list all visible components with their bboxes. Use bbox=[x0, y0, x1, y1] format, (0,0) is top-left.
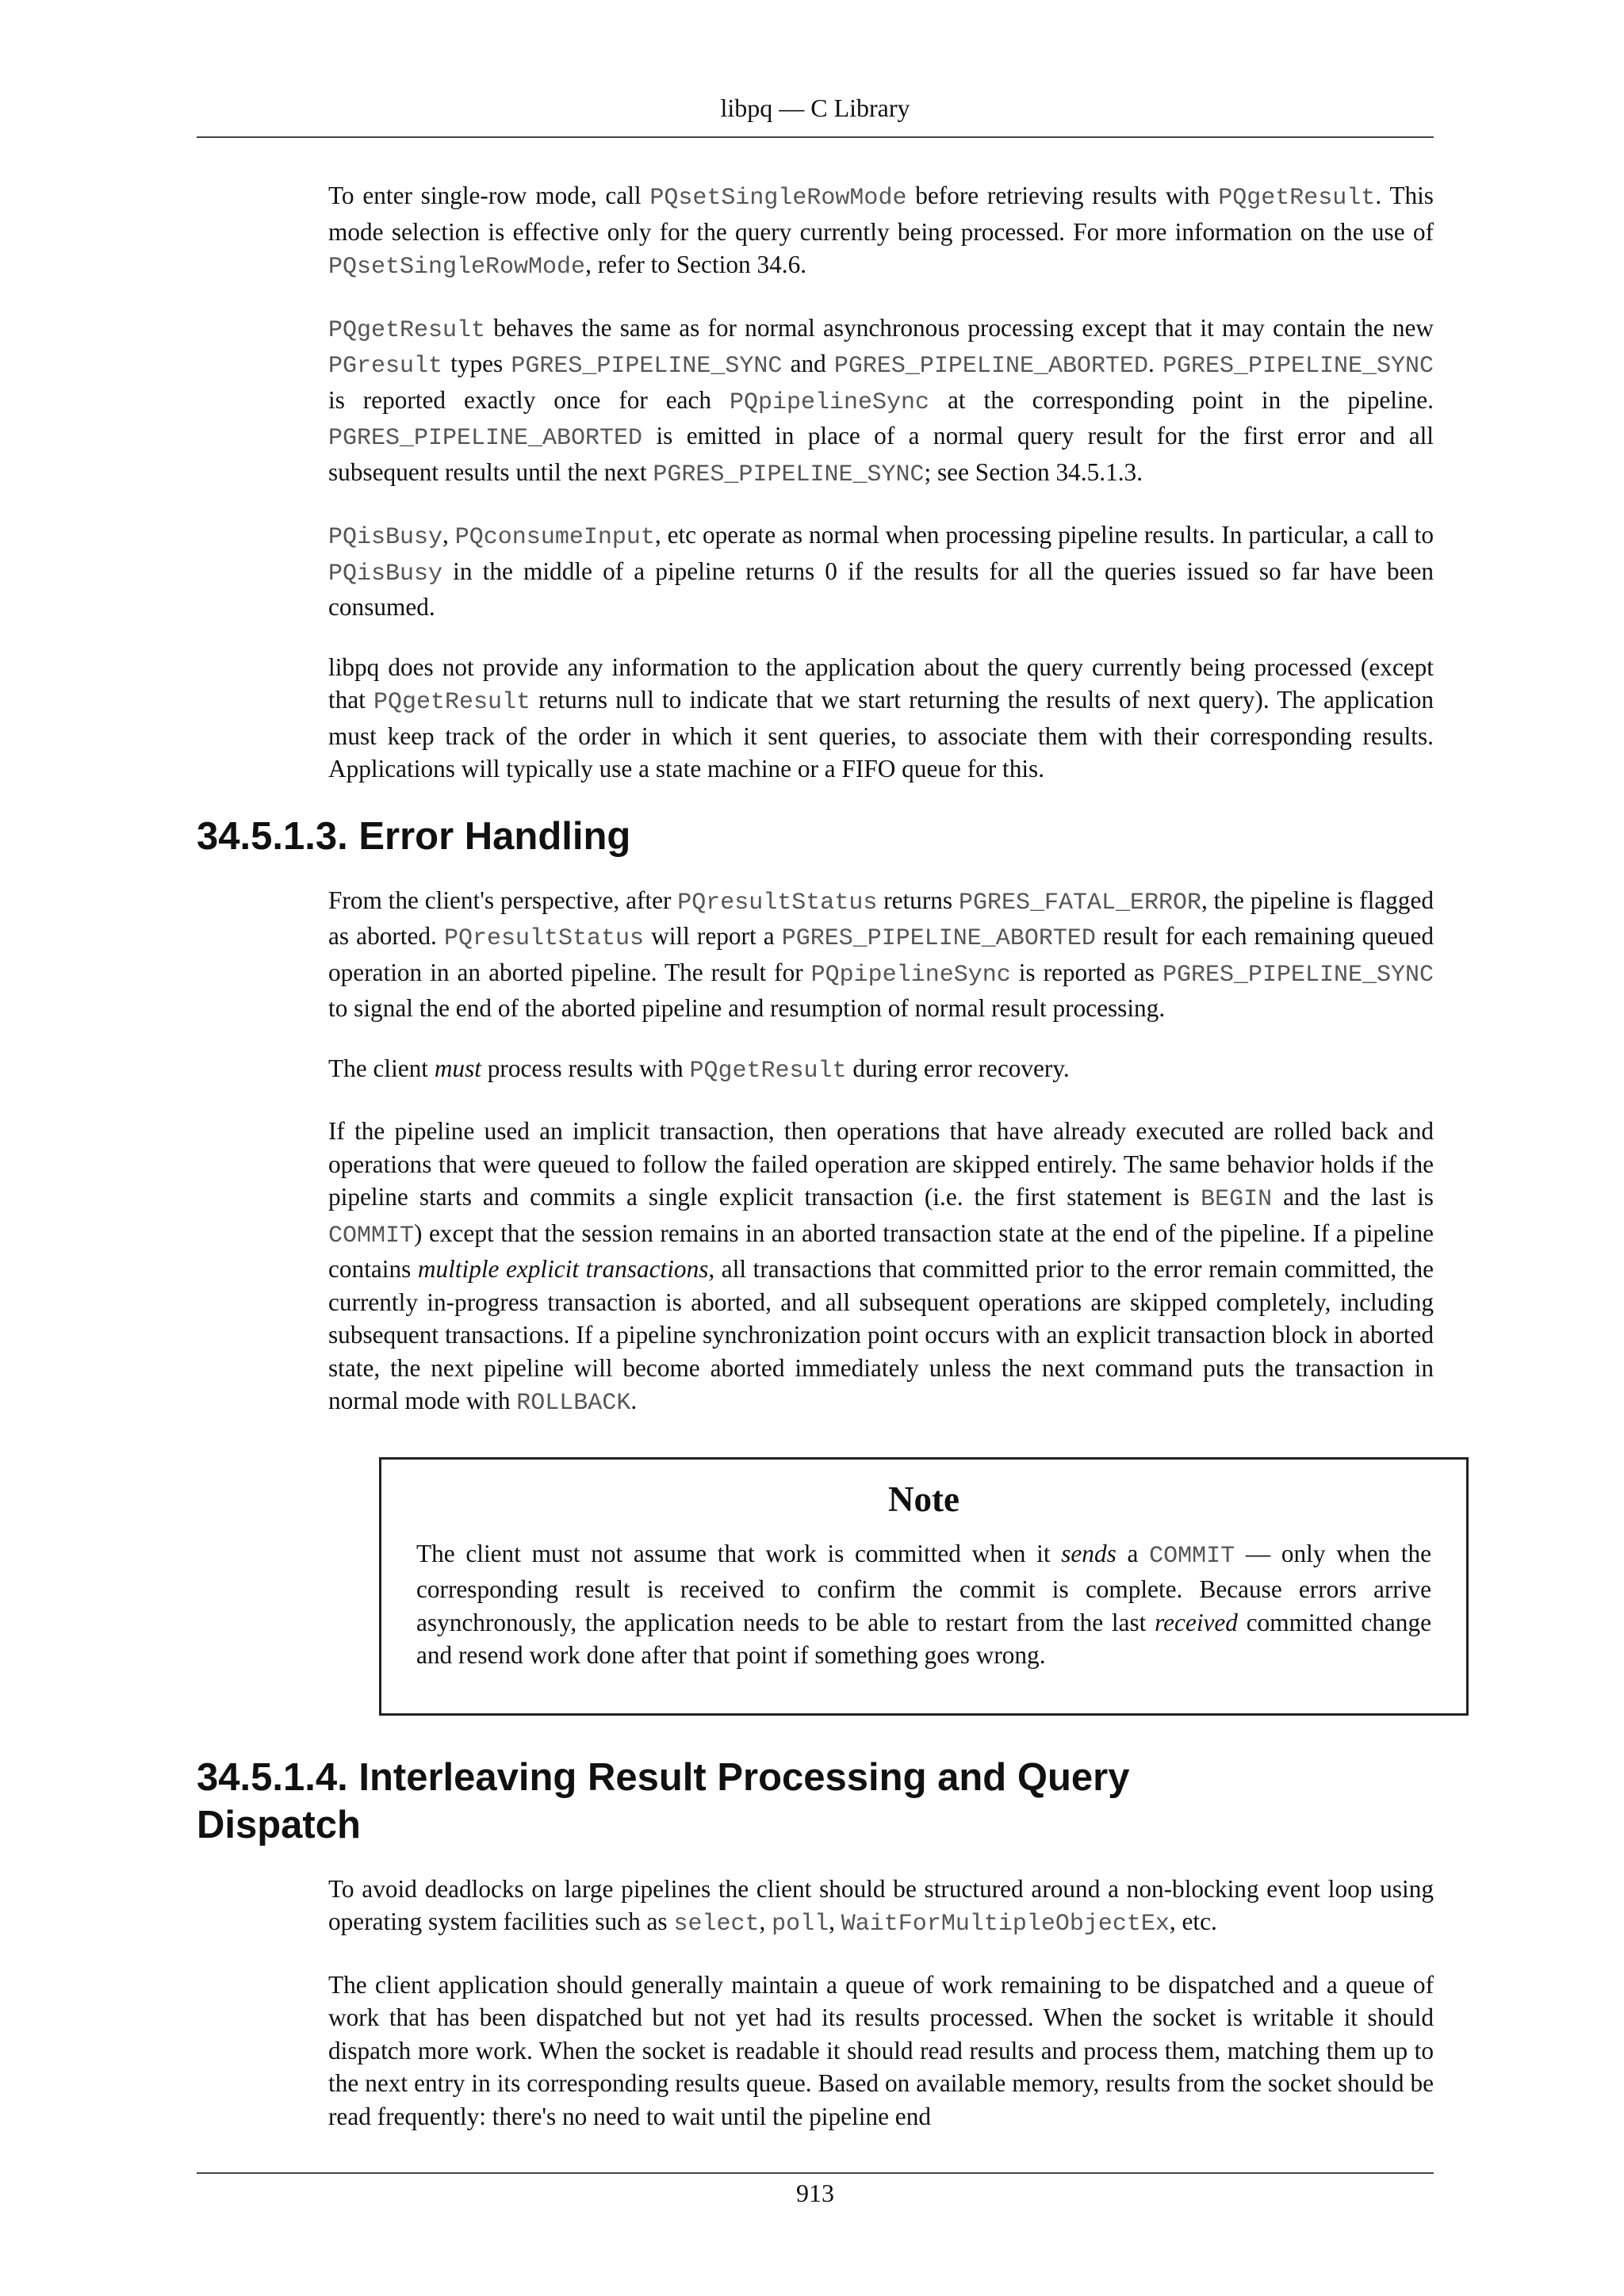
text: The client bbox=[328, 1054, 435, 1082]
code-term: COMMIT bbox=[328, 1222, 415, 1249]
text: If the pipeline used an implicit transaction, then operations that have already executed are rolled back and operations that were queued to follow the failed operation are skipped entirely. The same behavior holds if the pipeline starts and commits a single explicit transaction (i.e. the first statement is bbox=[328, 1117, 1434, 1211]
note-title: Note bbox=[888, 1479, 959, 1519]
text: returns null to indicate that we start returning the results of next query). The application must keep track of the order in which it sent queries, to associate them with their corresponding results. Applications will typically use a state machine or a FIFO queue for this. bbox=[328, 686, 1434, 783]
text: is reported as bbox=[1010, 958, 1162, 986]
code-term: BEGIN bbox=[1201, 1186, 1273, 1213]
code-term: PQgetResult bbox=[328, 316, 486, 344]
code-term: PQisBusy bbox=[328, 524, 443, 551]
text: , bbox=[442, 521, 455, 549]
paragraph-single-row-mode bbox=[328, 179, 1434, 285]
code-term: PQgetResult bbox=[373, 689, 531, 716]
text: The client must not assume that work is committed when it bbox=[416, 1539, 1062, 1567]
code-term: PGRES_PIPELINE_SYNC bbox=[653, 461, 925, 488]
text: . This mode selection is effective only for the query currently being processed. For more information on the use of bbox=[328, 182, 1434, 246]
emphasis: must bbox=[434, 1054, 481, 1082]
code-term: PQpipelineSync bbox=[730, 388, 930, 416]
note-box bbox=[379, 1457, 1469, 1716]
code-term: PGRES_PIPELINE_ABORTED bbox=[781, 925, 1096, 952]
text: , bbox=[829, 1908, 841, 1935]
text: result for each remaining queued operation in an aborted pipeline. The result for bbox=[328, 922, 1434, 986]
text: , the pipeline is flagged as aborted. bbox=[328, 886, 1434, 950]
code-term: COMMIT bbox=[1149, 1542, 1235, 1570]
text: , etc. bbox=[1169, 1908, 1217, 1935]
page-number: 913 bbox=[796, 2179, 834, 2207]
text: at the corresponding point in the pipeline. bbox=[929, 385, 1434, 414]
code-term: PQgetResult bbox=[689, 1057, 847, 1085]
note-text bbox=[416, 1537, 1431, 1672]
code-term: PQconsumeInput bbox=[454, 524, 655, 551]
text: and the last is bbox=[1272, 1183, 1434, 1211]
text: in the middle of a pipeline returns 0 if the results for all the queries issued so far have been consumed. bbox=[328, 557, 1434, 621]
text: will report a bbox=[644, 922, 782, 950]
paragraph-pqisbusy bbox=[328, 519, 1434, 624]
code-term: PGRES_PIPELINE_SYNC bbox=[1162, 353, 1434, 380]
section-heading-error-handling: 34.5.1.3. Error Handling bbox=[197, 814, 631, 858]
code-term: PQsetSingleRowMode bbox=[328, 254, 586, 281]
code-term: PGRES_PIPELINE_ABORTED bbox=[328, 425, 643, 452]
paragraph-pqgetresult bbox=[328, 312, 1434, 492]
text: process results with bbox=[481, 1054, 690, 1082]
paragraph-avoid-deadlocks bbox=[328, 1873, 1434, 1942]
code-term: PQresultStatus bbox=[443, 925, 645, 952]
page-body bbox=[197, 179, 1434, 2160]
text: , bbox=[759, 1908, 772, 1935]
text: returns bbox=[877, 886, 959, 914]
paragraph-implicit-transaction bbox=[328, 1115, 1434, 1421]
emphasis: multiple explicit transactions bbox=[417, 1255, 709, 1283]
code-term: PGRES_PIPELINE_ABORTED bbox=[833, 353, 1148, 380]
text: before retrieving results with bbox=[906, 182, 1219, 209]
code-term: select bbox=[673, 1911, 760, 1938]
code-term: PQsetSingleRowMode bbox=[649, 185, 907, 212]
code-term: PGRES_PIPELINE_SYNC bbox=[1162, 961, 1434, 989]
text: is reported exactly once for each bbox=[328, 385, 730, 414]
text: and bbox=[782, 350, 834, 377]
running-header: libpq — C Library bbox=[720, 94, 910, 122]
code-term: PQisBusy bbox=[328, 560, 443, 587]
code-term: PGRES_FATAL_ERROR bbox=[958, 889, 1201, 916]
text: , all transactions that committed prior to the error remain committed, the currently in-progress transaction is aborted, and all subsequent operations are skipped completely, including subsequent transactions. If a pipeline synchronization point occurs with an explicit transaction block in aborted state, the next pipeline will become aborted immediately unless the next command puts the transaction in normal mode with bbox=[328, 1255, 1434, 1414]
text: — only when the corresponding result is received to confirm the commit is complete. Because errors arrive asynchronously, the application needs to be able to restart from the last bbox=[416, 1539, 1431, 1636]
code-term: PQpipelineSync bbox=[810, 961, 1011, 989]
text: ) except that the session remains in an aborted transaction state at the end of the pipeline. If a pipeline contains bbox=[328, 1219, 1434, 1283]
footer-rule bbox=[197, 2172, 1434, 2174]
code-term: PQresultStatus bbox=[677, 889, 878, 916]
paragraph-libpq-tracking bbox=[328, 651, 1434, 786]
text: To enter single-row mode, call bbox=[328, 182, 650, 209]
section-heading-interleaving: 34.5.1.4. Interleaving Result Processing and Query Dispatch bbox=[197, 1755, 1130, 1846]
text: types bbox=[442, 350, 511, 377]
text: To avoid deadlocks on large pipelines the client should be structured around a non-blocking event loop using operating system facilities such as bbox=[328, 1874, 1434, 1935]
code-term: PQgetResult bbox=[1218, 185, 1376, 212]
text: is emitted in place of a normal query result for the first error and all subsequent results until the next bbox=[328, 422, 1434, 486]
text: to signal the end of the aborted pipeline and resumption of normal result processing. bbox=[328, 994, 1166, 1022]
text: , etc operate as normal when processing pipeline results. In particular, a call to bbox=[654, 521, 1434, 549]
text: behaves the same as for normal asynchronous processing except that it may contain the new bbox=[485, 313, 1434, 342]
paragraph-client-perspective bbox=[328, 884, 1434, 1025]
paragraph-must-process bbox=[328, 1052, 1434, 1089]
emphasis: received bbox=[1155, 1608, 1238, 1636]
code-term: PGresult bbox=[328, 353, 443, 380]
code-term: WaitForMultipleObjectEx bbox=[841, 1911, 1170, 1938]
text: a bbox=[1116, 1539, 1150, 1567]
text: committed change and resend work done after that point if something goes wrong. bbox=[416, 1608, 1431, 1669]
code-term: ROLLBACK bbox=[516, 1390, 631, 1417]
text: The client application should generally maintain a queue of work remaining to be dispatched and a queue of work that has been dispatched but not yet had its results processed. When the socket is writable it should dispatch more work. When the socket is readable it should read results and process them, matching them up to the next entry in its corresponding results queue. Based on available memory, results from the socket should be read frequently: there's no need to wait until the pipeline end bbox=[328, 1970, 1434, 2130]
paragraph-work-queues bbox=[328, 1969, 1434, 2133]
emphasis: sends bbox=[1061, 1539, 1116, 1567]
text: . bbox=[1147, 350, 1162, 377]
text: , refer to Section 34.6. bbox=[585, 251, 807, 278]
text: ; see Section 34.5.1.3. bbox=[924, 457, 1143, 486]
text: From the client's perspective, after bbox=[328, 886, 678, 914]
code-term: poll bbox=[772, 1911, 829, 1938]
code-term: PGRES_PIPELINE_SYNC bbox=[511, 353, 783, 380]
text: . bbox=[630, 1387, 638, 1414]
header-rule bbox=[197, 136, 1434, 138]
text: during error recovery. bbox=[846, 1054, 1070, 1082]
text: libpq does not provide any information to the application about the query currently being processed (except that bbox=[328, 652, 1434, 714]
